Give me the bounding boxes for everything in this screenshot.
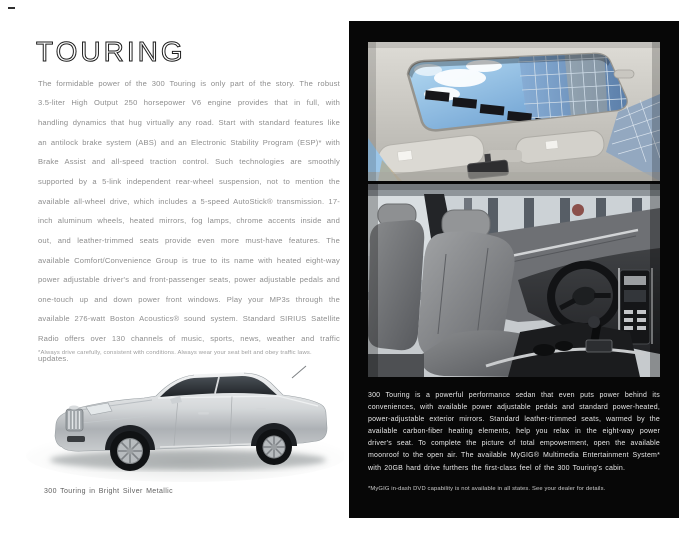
body-paragraph: The formidable power of the 300 Touring is only part of the story. The robust 3.5-liter High Output 250 horsepower V6 engine provides that in full, with handling dynamics that hug virtually any road. Start with standard features like an antilock brake system (ABS) and an Electronic Stability Program (ESP)* with Brake Assist and all-speed traction control. Such technologies are smoothly supported by a 5-link independent rear-wheel suspension, not to mention the available all-wheel drive, which includes a 5-speed AutoStick® transmission. 17-inch aluminum wheels, heated mirrors, fog lamps, chrome accents inside and out, and leather-trimmed seats provide even more must-have features. The available Comfort/Convenience Group is true to its name with heated eight-way power adjustable driver's and front-passenger seats, power adjustable pedals and one-touch up and down power front windows. Play your MP3s through the available 276-watt Boston Acoustics® sound system. Standard SIRIUS Satellite Radio offers over 130 channels of music, sports, news, weather and traffic updates.	[38, 78, 340, 363]
interior-photo	[368, 184, 660, 377]
left-vignette	[368, 184, 378, 377]
right-panel	[349, 21, 679, 518]
crop-mark	[8, 7, 15, 9]
top-vignette	[368, 184, 660, 190]
hood-badge	[69, 406, 79, 410]
left-footnote: *Always drive carefully, consistent with conditions. Always wear your seat belt and obey traffic laws.	[38, 349, 312, 356]
right-vignette	[652, 42, 660, 181]
page-title	[36, 35, 226, 69]
left-vignette	[368, 42, 376, 181]
mirror-red-reflection	[572, 204, 584, 216]
gear-shifter-knob	[588, 316, 600, 328]
top-vignette	[368, 42, 660, 48]
rear-wheel	[256, 429, 292, 465]
panel-paragraph: 300 Touring is a powerful performance sedan that even puts power behind its conveniences, with available power adjustable pedals and standard power-heated, power-adjustable exterior mirrors. Standard leather-trimmed seats, warmed by the available carbon-fiber heating elements, help you relax in the eight-way power driver's seat. To complete the picture of total empowerment, open the available moonroof to the open air. The available MyGIG® Multimedia Entertainment System* with 20GB hard drive furthers the first-class feel of the 300 Touring's cabin.	[368, 392, 660, 472]
front-wheel	[110, 431, 150, 471]
lower-intake	[67, 436, 85, 442]
grab-handle	[614, 70, 634, 78]
right-vignette	[650, 184, 660, 377]
moonroof-photo	[368, 42, 660, 181]
car-photo	[20, 352, 344, 484]
rear-door-handle	[256, 408, 266, 411]
front-door-handle	[198, 412, 209, 415]
headliner-lower-shade	[368, 172, 660, 181]
panel-footnote: *MyGIG in-dash DVD capability is not available in all states. See your dealer for details.	[368, 485, 606, 492]
car-caption: 300 Touring in Bright Silver Metallic	[44, 488, 174, 495]
page-title-text: TOURING	[36, 36, 186, 67]
antenna	[292, 366, 306, 378]
